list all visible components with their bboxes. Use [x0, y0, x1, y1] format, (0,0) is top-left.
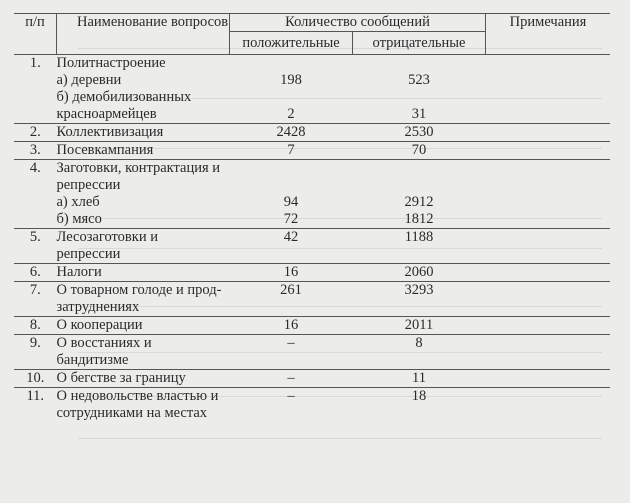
note-cell	[486, 160, 611, 195]
question-line: Налоги	[56, 264, 102, 280]
row-number	[14, 89, 57, 124]
negative-cell	[353, 72, 486, 89]
table-row	[14, 194, 610, 211]
row-number	[14, 211, 57, 229]
negative-count	[353, 177, 486, 194]
negative-count: 2530	[404, 124, 434, 140]
question-line: бандитизме	[56, 352, 129, 368]
question-cell	[57, 370, 230, 388]
negative-count: 3293	[404, 282, 434, 298]
positive-count: 2	[287, 106, 295, 122]
positive-cell	[230, 55, 353, 73]
negative-cell	[353, 55, 486, 73]
negative-count: 523	[408, 72, 430, 88]
row-number: 5.	[14, 229, 57, 264]
question-cell	[57, 124, 230, 142]
header-number: п/п	[14, 14, 57, 55]
positive-cell	[230, 388, 353, 423]
question-line: Посевкампания	[56, 142, 154, 158]
question-cell	[57, 89, 230, 124]
table-row	[14, 72, 610, 89]
note-cell	[486, 317, 611, 335]
question-line: б) мясо	[56, 211, 102, 227]
negative-count: 2011	[404, 317, 434, 333]
negative-count: 1812	[404, 211, 434, 227]
positive-count: 2428	[276, 124, 306, 140]
note-cell	[486, 335, 611, 370]
positive-count: 16	[283, 264, 299, 280]
row-number: 1.	[29, 55, 41, 71]
question-line: Лесозаготовки и	[56, 229, 158, 245]
question-cell	[57, 142, 230, 160]
question-line: а) хлеб	[56, 194, 100, 210]
header-positive: положительные	[230, 32, 353, 55]
negative-cell	[353, 89, 486, 124]
table-row	[14, 282, 610, 317]
positive-cell	[230, 124, 353, 142]
positive-count: –	[287, 388, 295, 404]
positive-count	[230, 177, 353, 194]
table-row	[14, 317, 610, 335]
negative-cell	[353, 335, 486, 370]
question-line: О восстаниях и	[56, 335, 152, 351]
header-count: Количество сообщений	[230, 14, 486, 32]
question-cell	[57, 282, 230, 317]
negative-count: 2060	[404, 264, 434, 280]
question-line: репрессии	[56, 177, 121, 193]
negative-count	[353, 160, 486, 177]
positive-cell	[230, 317, 353, 335]
row-number	[14, 194, 57, 211]
table-row	[14, 211, 610, 229]
question-line: О бегстве за границу	[56, 370, 186, 386]
table-row	[14, 370, 610, 388]
negative-cell	[353, 142, 486, 160]
note-cell	[486, 142, 611, 160]
positive-count: 7	[287, 142, 295, 158]
note-cell	[486, 211, 611, 229]
row-number: 3.	[14, 142, 57, 160]
negative-count: 70	[411, 142, 427, 158]
question-line: красноармейцев	[56, 106, 157, 122]
negative-cell	[353, 317, 486, 335]
positive-count: 198	[280, 72, 302, 88]
negative-cell	[353, 124, 486, 142]
note-cell	[486, 388, 611, 423]
question-cell	[57, 194, 230, 211]
table-row	[14, 89, 610, 124]
note-cell	[486, 124, 611, 142]
positive-count: –	[287, 370, 295, 386]
positive-cell	[230, 335, 353, 370]
row-number: 4.	[14, 160, 57, 195]
negative-count: 8	[415, 335, 423, 351]
question-cell	[57, 317, 230, 335]
header-negative: отрицательные	[353, 32, 486, 55]
bleed-through-line	[78, 438, 602, 439]
row-number: 6.	[14, 264, 57, 282]
positive-count	[230, 89, 353, 106]
table-row	[14, 55, 610, 73]
row-number: 8.	[14, 317, 57, 335]
positive-cell	[230, 229, 353, 264]
question-cell	[57, 72, 230, 89]
row-number: 2.	[14, 124, 57, 142]
positive-cell	[230, 142, 353, 160]
positive-count: 261	[280, 282, 302, 298]
positive-cell	[230, 282, 353, 317]
negative-cell	[353, 264, 486, 282]
negative-count: 1188	[404, 229, 434, 245]
row-number	[14, 72, 57, 89]
question-line: репрессии	[56, 246, 121, 262]
positive-count: 42	[283, 229, 299, 245]
positive-count: 72	[283, 211, 299, 227]
question-cell	[57, 388, 230, 423]
note-cell	[486, 264, 611, 282]
question-line: О кооперации	[56, 317, 143, 333]
negative-cell	[353, 160, 486, 195]
question-line: б) демобилизованных	[56, 89, 192, 105]
negative-count: 18	[411, 388, 427, 404]
row-number: 7.	[14, 282, 57, 317]
question-line: Коллективизация	[56, 124, 164, 140]
negative-count: 2912	[404, 194, 434, 210]
negative-cell	[353, 370, 486, 388]
note-cell	[486, 282, 611, 317]
negative-count: 31	[411, 106, 427, 122]
table-row	[14, 229, 610, 264]
table-row	[14, 388, 610, 423]
header-question: Наименование вопросов	[57, 14, 230, 55]
table-row	[14, 124, 610, 142]
question-line: О товарном голоде и прод-	[56, 282, 222, 298]
positive-cell	[230, 89, 353, 124]
row-number: 9.	[14, 335, 57, 370]
table-row	[14, 160, 610, 195]
question-cell	[57, 335, 230, 370]
row-number: 11.	[14, 388, 57, 423]
positive-count: –	[287, 335, 295, 351]
question-line: а) деревни	[56, 72, 122, 88]
question-line: О недовольстве властью и	[56, 388, 219, 404]
negative-cell	[353, 211, 486, 229]
note-cell	[486, 89, 611, 124]
positive-cell	[230, 370, 353, 388]
negative-cell	[353, 282, 486, 317]
positive-cell	[230, 211, 353, 229]
question-line: Заготовки, контрактация и	[56, 160, 221, 176]
message-count-table	[14, 13, 610, 422]
table-row	[14, 142, 610, 160]
note-cell	[486, 229, 611, 264]
note-cell	[486, 72, 611, 89]
positive-cell	[230, 194, 353, 211]
negative-count	[353, 55, 486, 72]
question-line: Политнастроение	[56, 55, 166, 71]
positive-cell	[230, 160, 353, 195]
note-cell	[486, 55, 611, 73]
positive-count: 16	[283, 317, 299, 333]
header-note: Примечания	[486, 14, 611, 55]
negative-cell	[353, 388, 486, 423]
positive-cell	[230, 72, 353, 89]
question-cell	[57, 211, 230, 229]
note-cell	[486, 194, 611, 211]
question-cell	[57, 160, 230, 195]
note-cell	[486, 370, 611, 388]
table-row	[14, 335, 610, 370]
negative-cell	[353, 229, 486, 264]
table-body	[14, 55, 610, 423]
positive-cell	[230, 264, 353, 282]
question-line: затруднениях	[56, 299, 140, 315]
row-number: 10.	[14, 370, 57, 388]
question-cell	[57, 55, 230, 73]
question-cell	[57, 229, 230, 264]
question-line: сотрудниками на местах	[56, 405, 208, 421]
negative-cell	[353, 194, 486, 211]
negative-count: 11	[412, 370, 426, 386]
positive-count	[230, 55, 353, 72]
positive-count: 94	[283, 194, 299, 210]
table-row	[14, 264, 610, 282]
positive-count	[230, 160, 353, 177]
table-header	[14, 14, 610, 55]
question-cell	[57, 264, 230, 282]
negative-count	[353, 89, 486, 106]
